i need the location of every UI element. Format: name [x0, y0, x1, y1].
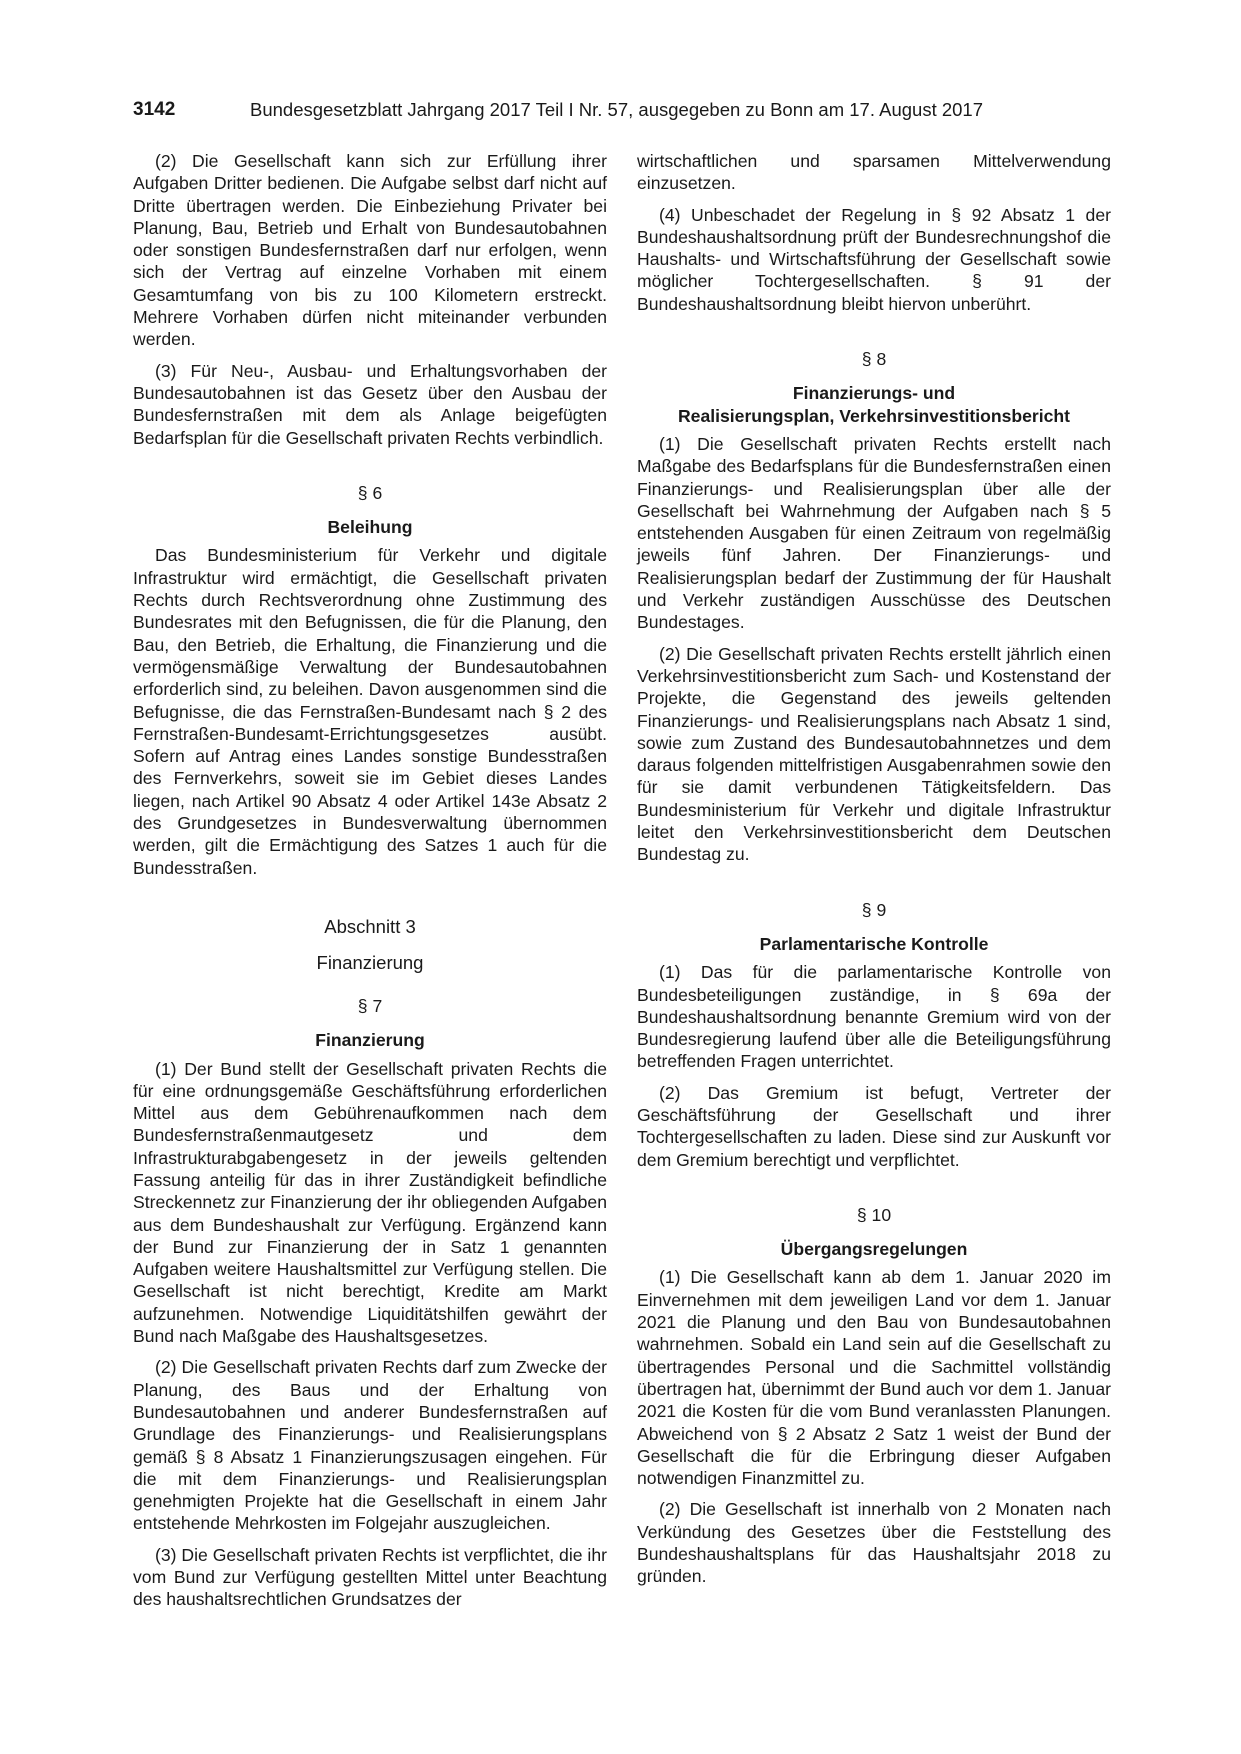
right-column — [637, 150, 1111, 1597]
left-column — [133, 150, 607, 1620]
section-8-title-line-1: Finanzierungs- und — [792, 383, 956, 404]
section-8-title-line-2: Realisierungsplan, Verkehrsinvestitionsbericht — [677, 405, 1071, 426]
section-8-number: § 8 — [861, 349, 887, 370]
section-7-title: Finanzierung — [315, 1030, 425, 1051]
section-9-paragraph-1: (1) Das für die parlamentarische Kontrolle von Bundesbeteiligungen zuständige, in § 69a der Bundeshaushaltsordnung benannte Gremium wird von der Bundesregierung laufend über alle die Beteiligungsführung betreffenden Fragen unterrichtet. — [637, 962, 1111, 1072]
section-5-paragraph-3: (3) Für Neu-, Ausbau- und Erhaltungsvorhaben der Bundesautobahnen ist das Gesetz über den Ausbau der Bundesfernstraßen mit dem als Anlage beigefügten Bedarfsplan für die Gesellschaft privaten Rechts verbindlich. — [133, 360, 607, 448]
section-10-paragraph-2: (2) Die Gesellschaft ist innerhalb von 2 Monaten nach Verkündung des Gesetzes über die Feststellung des Bundeshaushaltsplans für das Haushaltsjahr 2018 zu gründen. — [637, 1499, 1111, 1587]
page-header — [133, 99, 1113, 127]
section-10-title: Übergangsregelungen — [780, 1239, 968, 1260]
section-9-paragraph-2: (2) Das Gremium ist befugt, Vertreter der Geschäftsführung der Gesellschaft und ihrer Tochtergesellschaften zu laden. Diese sind zur Auskunft vor dem Gremium berechtigt und verpflichtet. — [637, 1082, 1111, 1170]
section-7-number: § 7 — [357, 995, 383, 1016]
chapter-title: Finanzierung — [316, 951, 424, 973]
section-9-title: Parlamentarische Kontrolle — [759, 933, 989, 954]
section-6-number: § 6 — [357, 482, 383, 503]
section-5-paragraph-2: (2) Die Gesellschaft kann sich zur Erfüllung ihrer Aufgaben Dritter bedienen. Die Aufgabe selbst darf nicht auf Dritte übertragen werden. Die Einbeziehung Privater bei Planung, Bau, Betrieb und Erhalt von Bundesautobahnen oder sonstigen Bundesfernstraßen darf nur erfolgen, wenn sich der Vertrag auf einzelne Vorhaben mit einem Gesamtumfang von bis zu 100 Kilometern erstreckt. Mehrere Vorhaben dürfen nicht miteinander verbunden werden. — [133, 151, 607, 350]
gazette-title: Bundesgesetzblatt Jahrgang 2017 Teil I Nr. 57, ausgegeben zu Bonn am 17. August 2017 — [250, 99, 983, 120]
section-7-paragraph-3: (3) Die Gesellschaft privaten Rechts ist verpflichtet, die ihr vom Bund zur Verfügung gestellten Mittel unter Beachtung des haushaltsrechtlichen Grundsatzes der — [133, 1544, 607, 1610]
page-number: 3142 — [133, 99, 176, 120]
section-8-paragraph-2: (2) Die Gesellschaft privaten Rechts erstellt jährlich einen Verkehrsinvestitionsbericht zum Sach- und Kostenstand der Projekte, die Gegenstand des jeweils geltenden Finanzierungs- und Realisierungsplans nach Absatz 1 sind, sowie zum Zustand des Bundesautobahnnetzes und dem daraus folgenden mittelfristigen Ausgabenrahmen sowie den für sie damit verbundenen Tätigkeitsfeldern. Das Bundesministerium für Verkehr und digitale Infrastruktur leitet den Verkehrsinvestitionsbericht dem Deutschen Bundestag zu. — [637, 643, 1111, 865]
section-8-paragraph-1: (1) Die Gesellschaft privaten Rechts erstellt nach Maßgabe des Bedarfsplans für die Bundesfernstraßen einen Finanzierungs- und Realisierungsplan über alle der Gesellschaft bei Wahrnehmung der Aufgaben nach § 5 entstehenden Ausgaben für einen Zeitraum von regelmäßig jeweils fünf Jahren. Der Finanzierungs- und Realisierungsplan bedarf der Zustimmung der für Haushalt und Verkehr zuständigen Ausschüsse des Deutschen Bundestages. — [637, 433, 1111, 633]
section-10-number: § 10 — [856, 1204, 892, 1225]
section-10-paragraph-1: (1) Die Gesellschaft kann ab dem 1. Januar 2020 im Einvernehmen mit dem jeweiligen Land vor dem 1. Januar 2021 die Planung und den Bau von Bundesautobahnen wahrnehmen. Sobald ein Land sein auf die Gesellschaft zu übertragendes Personal und die Sachmittel vollständig übertragen hat, übernimmt der Bund auch vor dem 1. Januar 2021 die Kosten für die vom Bund veranlassten Planungen. Abweichend von § 2 Absatz 2 Satz 1 weist der Bund der Gesellschaft die für die Erbringung dieser Aufgaben notwendigen Finanzmittel zu. — [637, 1267, 1111, 1489]
section-7-paragraph-4: (4) Unbeschadet der Regelung in § 92 Absatz 1 der Bundeshaushaltsordnung prüft der Bundesrechnungshof die Haushalts- und Wirtschaftsführung der Gesellschaft sowie möglicher Tochtergesellschaften. § 91 der Bundeshaushaltsordnung bleibt hiervon unberührt. — [637, 204, 1111, 314]
section-9-number: § 9 — [861, 899, 887, 920]
chapter-number: Abschnitt 3 — [324, 915, 416, 937]
section-7-paragraph-3-continued: wirtschaftlichen und sparsamen Mittelverwendung einzusetzen. — [637, 151, 1111, 194]
section-7-paragraph-1: (1) Der Bund stellt der Gesellschaft privaten Rechts die für eine ordnungsgemäße Geschäftsführung erforderlichen Mittel aus dem Gebührenaufkommen nach dem Bundesfernstraßenmautgesetz und dem Infrastrukturabgabengesetz in der jeweils geltenden Fassung anteilig für das in ihrer Zuständigkeit befindliche Streckennetz zur Finanzierung der ihr obliegenden Aufgaben aus dem Bundeshaushalt zur Verfügung. Ergänzend kann der Bund zur Finanzierung der in Satz 1 genannten Aufgaben weitere Haushaltsmittel zur Verfügung stellen. Die Gesellschaft ist nicht berechtigt, Kredite am Markt aufzunehmen. Notwendige Liquiditätshilfen gewährt der Bund nach Maßgabe des Haushaltsgesetzes. — [133, 1058, 607, 1347]
section-7-paragraph-2: (2) Die Gesellschaft privaten Rechts darf zum Zwecke der Planung, des Baus und der Erhaltung von Bundesautobahnen und anderer Bundesfernstraßen auf Grundlage des Finanzierungs- und Realisierungsplans gemäß § 8 Absatz 1 Finanzierungszusagen eingehen. Für die mit dem Finanzierungs- und Realisierungsplan genehmigten Projekte hat die Gesellschaft in einem Jahr entstehende Mehrkosten im Folgejahr auszugleichen. — [133, 1357, 607, 1534]
section-6-text: Das Bundesministerium für Verkehr und digitale Infrastruktur wird ermächtigt, die Gesellschaft privaten Rechts durch Rechtsverordnung ohne Zustimmung des Bundesrates mit den Befugnissen, die für die Planung, den Bau, den Betrieb, die Erhaltung, die Finanzierung und die vermögensmäßige Verwaltung der Bundesautobahnen erforderlich sind, zu beleihen. Davon ausgenommen sind die Befugnisse, die das Fernstraßen-Bundesamt nach § 2 des Fernstraßen-Bundesamt-Errichtungsgesetzes ausübt. Sofern auf Antrag eines Landes sonstige Bundesstraßen des Fernverkehrs, soweit sie im Gebiet dieses Landes liegen, nach Artikel 90 Absatz 4 oder Artikel 143e Absatz 2 des Grundgesetzes in Bundesverwaltung übernommen werden, gilt die Ermächtigung des Satzes 1 auch für die Bundesstraßen. — [133, 545, 607, 878]
section-6-title: Beleihung — [327, 517, 413, 538]
